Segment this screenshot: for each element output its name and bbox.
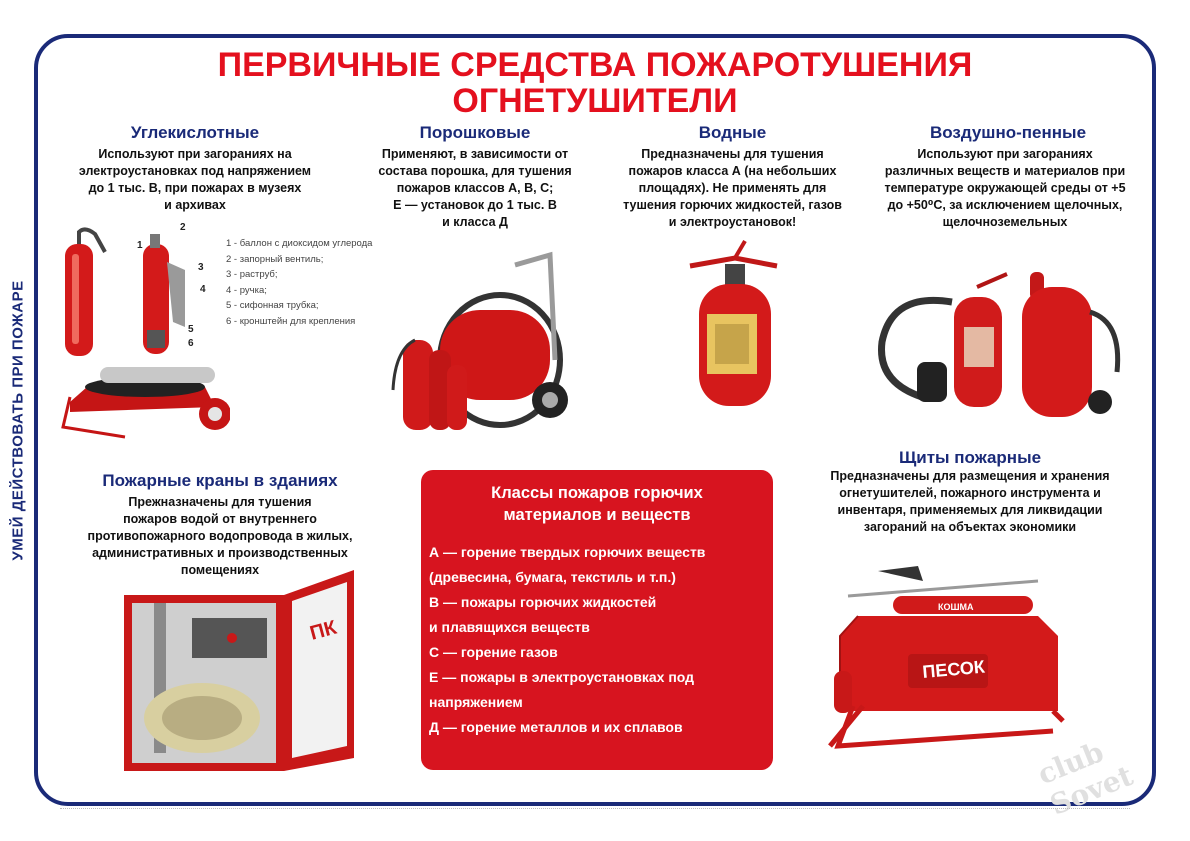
hydrant-cabinet-icon xyxy=(124,570,354,771)
callout-2: 2 xyxy=(180,222,186,233)
callout-5: 5 xyxy=(188,324,194,335)
poster-title-line2: ОГНЕТУШИТЕЛИ xyxy=(452,82,738,120)
koshma-label: КОШМА xyxy=(938,602,974,612)
shields-title: Щиты пожарные xyxy=(898,448,1042,467)
callout-4: 4 xyxy=(200,284,206,295)
powder-title: Порошковые xyxy=(419,123,531,142)
co2-extinguisher-illustration xyxy=(55,222,230,447)
poster-title-line1: ПЕРВИЧНЫЕ СРЕДСТВА ПОЖАРОТУШЕНИЯ xyxy=(217,46,973,84)
fire-classes-box xyxy=(421,470,773,770)
water-extinguisher-icon xyxy=(690,241,777,406)
fire-class-item: Е — пожары в электроустановках под xyxy=(429,669,695,685)
water-description: Предназначены для тушения пожаров класса А (на небольших площадях). Не применять для тушения горючих жидкостей, газов и электроустановок! xyxy=(623,147,842,229)
watermark-logo: club Sovet xyxy=(1033,735,1138,822)
co2-legend: 1 - баллон с диоксидом углерода 2 - запорный вентиль; 3 - раструб; 4 - ручка; 5 - сифонная трубка; 6 - кронштейн для крепления xyxy=(226,238,373,327)
fire-class-item: (древесина, бумага, текстиль и т.п.) xyxy=(429,569,676,585)
hydrant-cabinet-label: ПК xyxy=(307,616,339,645)
foam-title: Воздушно-пенные xyxy=(929,123,1087,142)
water-title: Водные xyxy=(698,123,767,142)
callout-6: 6 xyxy=(188,338,194,349)
foam-extinguisher-illustration xyxy=(872,252,1137,422)
fire-shield-icon xyxy=(830,566,1063,746)
fire-class-item: и плавящихся веществ xyxy=(429,619,590,635)
fire-class-item: А — горение твердых горючих веществ xyxy=(429,544,706,560)
shields-description: Предназначены для размещения и хранения огнетушителей, пожарного инструмента и инвентаря, применяемых для ликвидации загораний на объектах экономики xyxy=(830,469,1110,534)
fire-class-item: В — пожары горючих жидкостей xyxy=(429,594,657,610)
powder-description: Применяют, в зависимости от состава порошка, для тушения пожаров классов А, В, С; Е — установок до 1 тыс. В и класса Д xyxy=(378,147,572,229)
fire-classes-title: Классы пожаров горючих материалов и веществ xyxy=(491,484,703,524)
fire-class-item: Д — горение металлов и их сплавов xyxy=(429,719,683,735)
hydrants-description: Прежназначены для тушения пожаров водой от внутреннего противопожарного водопровода в жилых, административных и производственных помещениях xyxy=(87,495,353,577)
fire-class-item: напряжением xyxy=(429,694,523,710)
fire-classes-list xyxy=(429,540,705,740)
foam-description: Используют при загораниях различных веществ и материалов при температуре окружающей среды от +5 до +50⁰С, за исключением щелочных, щелочноземельных xyxy=(884,147,1126,229)
co2-trolley-icon xyxy=(63,367,230,437)
callout-3: 3 xyxy=(198,262,204,273)
foam-trolley-icon xyxy=(1022,272,1118,417)
co2-description: Используют при загораниях на электроустановках под напряжением до 1 тыс. В, при пожарах в музеях и архивах xyxy=(78,147,312,212)
water-extinguisher-illustration xyxy=(685,236,790,411)
foam-extinguisher-icon xyxy=(882,274,1008,407)
callout-1: 1 xyxy=(137,240,143,251)
hydrants-title: Пожарные краны в зданиях xyxy=(102,471,338,490)
fire-hydrant-cabinet-illustration xyxy=(122,568,362,774)
side-banner-text: УМЕЙ ДЕЙСТВОВАТЬ ПРИ ПОЖАРЕ xyxy=(9,280,27,561)
bottom-rule xyxy=(60,808,1130,810)
fire-shield-illustration xyxy=(828,556,1068,772)
fire-class-item: С — горение газов xyxy=(429,644,558,660)
co2-title: Углекислотные xyxy=(130,123,260,142)
sand-label: ПЕСОК xyxy=(921,656,986,682)
side-banner xyxy=(4,0,32,841)
powder-extinguisher-illustration xyxy=(385,240,590,440)
